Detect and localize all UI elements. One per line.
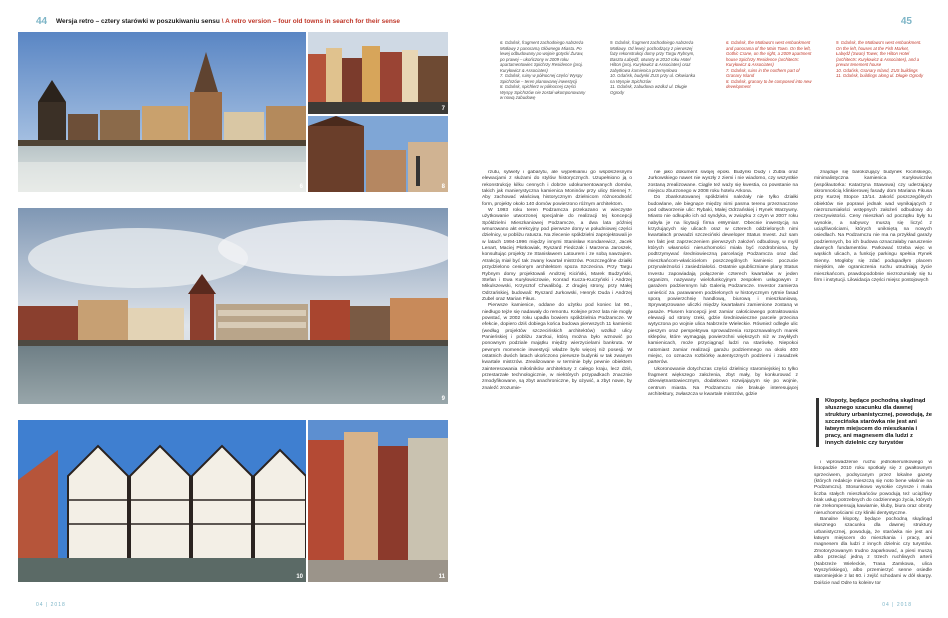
- waterfront-panorama-image: [18, 32, 306, 192]
- granary-image: [308, 116, 448, 192]
- photo-number: 6: [299, 184, 303, 190]
- riverside-tower-image: [18, 208, 448, 404]
- caption-column-en-1: [726, 40, 814, 90]
- body-paragraph: rzutu, sylwety i gabarytu, ale wypełnianiu go współczesnymi elewacjami z służami do stylów historycznych. Uzupełniono ją o rekonstrukcję kilku cennych i dobrze udokumentowanych domów, takich jak manierystyczna kamienica Moninów przy ulicy Siennej 7. Aby zachować właściwą historycznym dzielnicom różnorodność form, projekty około 140 domów powierzono różnym architektom.: [482, 170, 632, 207]
- photo-number: 9: [441, 396, 445, 402]
- body-paragraph: nie jako dokument swojej epoki. Budynki Dudy i Zubla oraz Jurkowskiego nawet nie wyszły z ziemi i nie wiadomo, czy wszystkie zostaną zrealizowane. Ciągle też waży się kwestia, co powstanie na miejscu zburzonego w 2008 roku hotelu Arkona.: [648, 170, 798, 195]
- half-timbered-image: [18, 420, 306, 582]
- header-separator: \: [219, 18, 226, 25]
- photo-waterfront-panorama: [18, 32, 306, 192]
- caption-7-en: 7. Gdańsk, ruins in the northern part of Granary Island: [726, 67, 800, 78]
- caption-8-pl: 8. Gdańsk, spichlerz w północnej części Wyspy Spichrzów nie został wkomponowany w nową zabudowę: [500, 84, 586, 100]
- article-header: [56, 18, 400, 25]
- body-paragraph: W 1993 roku teren Podzamcza przekazano w wieczyste użytkowanie utworzonej specjalnie do realizacji tej koncepcji Spółdzielni Mieszkaniowej Podzamcze, a dwa lata później wmurowano akt erekcyjny pod pierwsze domy w południowej części dzielnicy, w pobliżu ratusza. Na zlecenie spółdzielni zaprojektowali je w latach 1994-1996 między innymi Stanisław Kondarewicz, Jacek Lenart, Maciej Płotkowiak, Ryszard Fiedczak i Marzena Jaroszek, konsultując projekty ze Stanisławem Latourem i ze sobą nawzajem. Atrakcją miał być tak zwany kwartał mistrzów. Poszczególne działki przydzielono cenionym architektom spoza Szczecina. Przy Targu Rybnym domy projektowali Andrzej Kiciński, Marek Budzyński, Stefan i Ewa Kuryłowiczowie, Konrad Kucza-Kuczyński i Andrzej Mikulszewski, Krzysztof Chwalibóg. Z drugiej strony, przy Małej Odrzańskiej, budowali: Ryszard Jurkowski, Henryk Duda i Andrzej Zubel oraz Marian Fikus.: [482, 208, 632, 302]
- caption-9-pl: 9. Gdańsk, fragment zachodniego nabrzeża Motławy. Od lewej: pochodzący z pierwszej fazy rekonstrukcji domy przy Targu Rybnym, Baszta Łabędź, otwarty w 2010 roku Hotel Hilton (proj. Kuryłowicz & Associates) oraz zabytkowa kamienica przemysłowa: [610, 40, 695, 73]
- caption-6-en: 6. Gdańsk, the Motława's west embankment and panorama of the Main Town. On the left, Gothic Crane, on the right, a 2009 apartment house Spichrzy Residence (architects: Kuryłowicz & Associates): [726, 40, 812, 67]
- body-column-3-top: [814, 170, 932, 390]
- caption-6-pl: 6. Gdańsk, fragment zachodniego nabrzeża Motławy z panoramą Głównego Miasta. Po lewej odbudowany po wojnie gotycki Żuraw, po prawej – ukończony w 2009 roku apartamentowiec Spichrzy Residence (proj. Kuryłowicz & Associates): [500, 40, 584, 73]
- body-paragraph: Do zbankrutowanej spółdzielni należały nie tylko działki budowlane, ale biegnące między nimi pasma terenu przeznaczone pod odtworzenie ulic: Rybaki, Małej Odrzańskiej i Rynek Warzywny. Miasto nie odkupiło ich od syndyka, w związku z czym w 2007 roku nabyła je na licytacji firma eWymiarr. Obecnie inwestycją na krzyżujących się ulicach oraz w czterech oddzielonych nimi kwartałach prowadzi szczeciński deweloper Status Invest. Już sam ten fakt jest zaprzeczeniem pierwszych założeń odbudowy, w myśl których własności nieruchomości miała być rozdrobniona, by podtrzymywać średniowieczną parcelację Podzamcza oraz dać mieszkańcom-właścicielom poszczególnych kamienic poczucie przynależności i zasiedziałości. Ostatnie upubliczniane plany Status Investu zapowiadają połączenie czterech kwartałów w jeden organizm, nazywany wielofunkcyjnym zespołem usługowym z garażem podziemnym lub Galerią Podzamcze. Investor zamierza umieścić za. parawanem podzielonych w historycznym rytmie fasad sporą powierzchnię handlową, biurową i mieszkaniową. Sprywatyzowane uliczki między kwartałami zamienione zostaną w pasaże. Plusem koncepcji jest zamiar całościowego potraktowania elewacji od strony rzeki, gdzie średniowieczne parcele przecina wytyczona po wojnie ulica Nabrzeże Wieleckie. Również odległe ulic pieszym oraz perspektywa sprowadzenia rozpoznawalnych marek sklepów, które wymagają powierzchni większych niż w zwykłych kamienicach, może przyciągnąć ludzi na starówkę. Niepokoi natomiast zamiar realizacji garażu podziemnego na około 400 miejsc, co oznacza rozbiórkę autentycznych podziemi i zasadzek parterów.: [648, 195, 798, 366]
- footer-right: 04 | 2018: [882, 602, 912, 608]
- caption-8-en: 8. Gdańsk, granary to be composed into new development: [726, 78, 812, 89]
- caption-11-en: 11. Gdańsk, buildings along ul. Długie Ogrody: [836, 73, 924, 78]
- caption-column-pl-1: [500, 40, 588, 101]
- photo-number: 11: [438, 574, 445, 580]
- caption-10-pl: 10. Gdańsk, budynki ZUS przy ul. Ołowianka na Wyspie Spichrzów: [610, 73, 696, 84]
- photo-half-timbered-buildings: [18, 420, 306, 582]
- photo-number: 7: [441, 106, 445, 112]
- caption-11-pl: 11. Gdańsk, zabudowa wzdłuż ul. Długie Ogrody: [610, 84, 688, 95]
- caption-10-en: 10. Gdańsk, Granary Island, ZUS buildings: [836, 67, 918, 73]
- page-number-right: 45: [900, 16, 912, 27]
- body-paragraph: Pierwsze kamienice, oddane do użytku pod koniec lat 90., niedługo tejże się nadawały do remontu. Kolejne przez lata nie mogły powstać, w 2002 roku upadła bowiem spółdzielnia Podzamcze. W efekcie, dopiero dziś dobiega końca budowa pierwszych 11 kamienic (według projektów szczecińskich architektów) wzdłuż ulicy Panieńskiej i pobliżu zarzkui, którą można było wznowić po ponownym podziale majątku między wierzycielami bankruta. W pewnym momencie inwestycji władze było więcej niż posesji. W ostatnich dwóch latach ukończono pierwsze budynki w tak zwanym kwartale mistrzów. Zrealizowane w terminie były pewnie obiektem zainteresowania miłośników architektury z całego kraju, lecz dziś, przestarzałe technologicznie, w niektórych przypadkach znacznie zmodyfikowane, są zbyt anachroniczne, by ożywić, a zbyt nowe, by znaleźć zrozumie-: [482, 303, 632, 391]
- footer-left: 04 | 2018: [36, 602, 66, 608]
- caption-9-en: 9. Gdańsk, the Motława's west embankment. On the left, houses at the Fish Market, Łabędź (Swan) Tower, the Hilton Hotel (architects: Kuryłowicz & Associates), and a prewar tenement house: [836, 40, 922, 67]
- photo-facade-row: [308, 32, 448, 114]
- photo-number: 10: [296, 574, 303, 580]
- body-column-2: [648, 170, 798, 584]
- pull-quote: Kłopoty, będące pochodną skądinąd słusznego szacunku dla dawnej struktury urbanistycznej, powodują, że szczecińska starówka nie jest ani łatwym miejscem do mieszkania i pracy, ani magnesem dla ludzi z innych dzielnic czy turystów: [816, 398, 933, 447]
- street-image: [308, 420, 448, 582]
- caption-7-pl: 7. Gdańsk, ruiny w północnej części Wyspy Spichrzów – teren planowanej inwestycji: [500, 73, 583, 84]
- body-column-3-bottom: [814, 460, 932, 584]
- photo-granary: [308, 116, 448, 192]
- header-title-en: A retro version – four old towns in search for their sense: [225, 18, 401, 25]
- page-number-left: 44: [36, 16, 48, 27]
- caption-column-pl-2: [610, 40, 698, 95]
- photo-riverside-tower: [18, 208, 448, 404]
- body-column-1: [482, 170, 632, 584]
- photo-number: 8: [441, 184, 445, 190]
- body-paragraph: znajduje się barokizujący budynek Kicińskiego, minimalistyczna kamienica Kuryłowiczów (współautorka: Katarzyna Stawowa) czy uderzający skromnością klinkierowej fasady dom Mariana Fikusa przy Kurzej Stopce 13/14. Jakość poszczególnych obiektów nie poprawi jednak wad wynikających z niezrozumiałości wstępnych założeń odbudowy do rzeczywistości. Ceny mieszkań od początku były tu wysokie, a nabywcy muszą się liczyć z uciążliwościami, których unikniętą na nowych osiedlach. Na Podzamczu nie ma na przykład garaży podziemnych, bo ich budowa oznaczałaby naruszenie dawnych fundamentów. Parkować trzeba więc w wąskich ulicach, a funkcję parkingu spełnia Rynek Sienny. Mogłoby się zdać podupadłym placem miejskim, ale ograniczenia ruchu utrudniają życie mieszkańcom, prawdopodobnie niezrozumiały się tu firm i instytucji. Likwidacja części miejsc postojowych: [814, 170, 932, 283]
- photo-street: [308, 420, 448, 582]
- body-paragraph: Ukoronowanie dotychczas części dzielnicy staromiejskiej to tylko fragment większego założenia, zbyt mały, by konkurować z dziewiętnastowiecznym, dodatkowo rozwijającym się po wojnie, centrum miasta. Na Podzamczu nie brakuje interesującej architektury, zwłaszcza w kwartale mistrzów, gdzie: [648, 366, 798, 398]
- header-title-pl: Wersja retro – cztery starówki w poszukiwaniu sensu: [56, 18, 220, 25]
- facade-row-image: [308, 32, 448, 114]
- body-paragraph: Banalne kłopoty, będące pochodną skądinąd słusznego szacunku dla dawnej struktury urbanistycznej, powodują, że starówka nie jest ani łatwym miejscem do mieszkania i pracy, ani magnesem dla ludzi z innych dzielnic czy turystów. Zmotoryzowanym trudno zaparkować, a piesi muszą albo przeciąć jedną z trzech ruchliwych arterii (Nabrzeże Wieleckie, Trasa Zamkowa, ulica Wyszyńskiego), albo przemierzyć senne osiedle staromiejskie z lat 60. i zejść schodami w dół skarpy. Dojście nad Odrę to kolejny tor: [814, 517, 932, 584]
- caption-column-en-2: [836, 40, 924, 79]
- body-paragraph: i wprowadzenie ruchu jednokierunkowego w listopadzie 2010 roku spotkały się z gwałtownym sprzeciwem, podsycanym przez lokalne gazety (których redakcje mieszczą się noto bene właśnie na Podzamczu). Stosunkowo wysokie czynsze i mała liczba stałych mieszkańców powodują też uciążliwy brak usług potrzebnych do codziennego życia, których nie zrekompensują kawiarnie, kluby, biura oraz obroty nieruchomościami czy kliniki dentystyczne.: [814, 460, 932, 516]
